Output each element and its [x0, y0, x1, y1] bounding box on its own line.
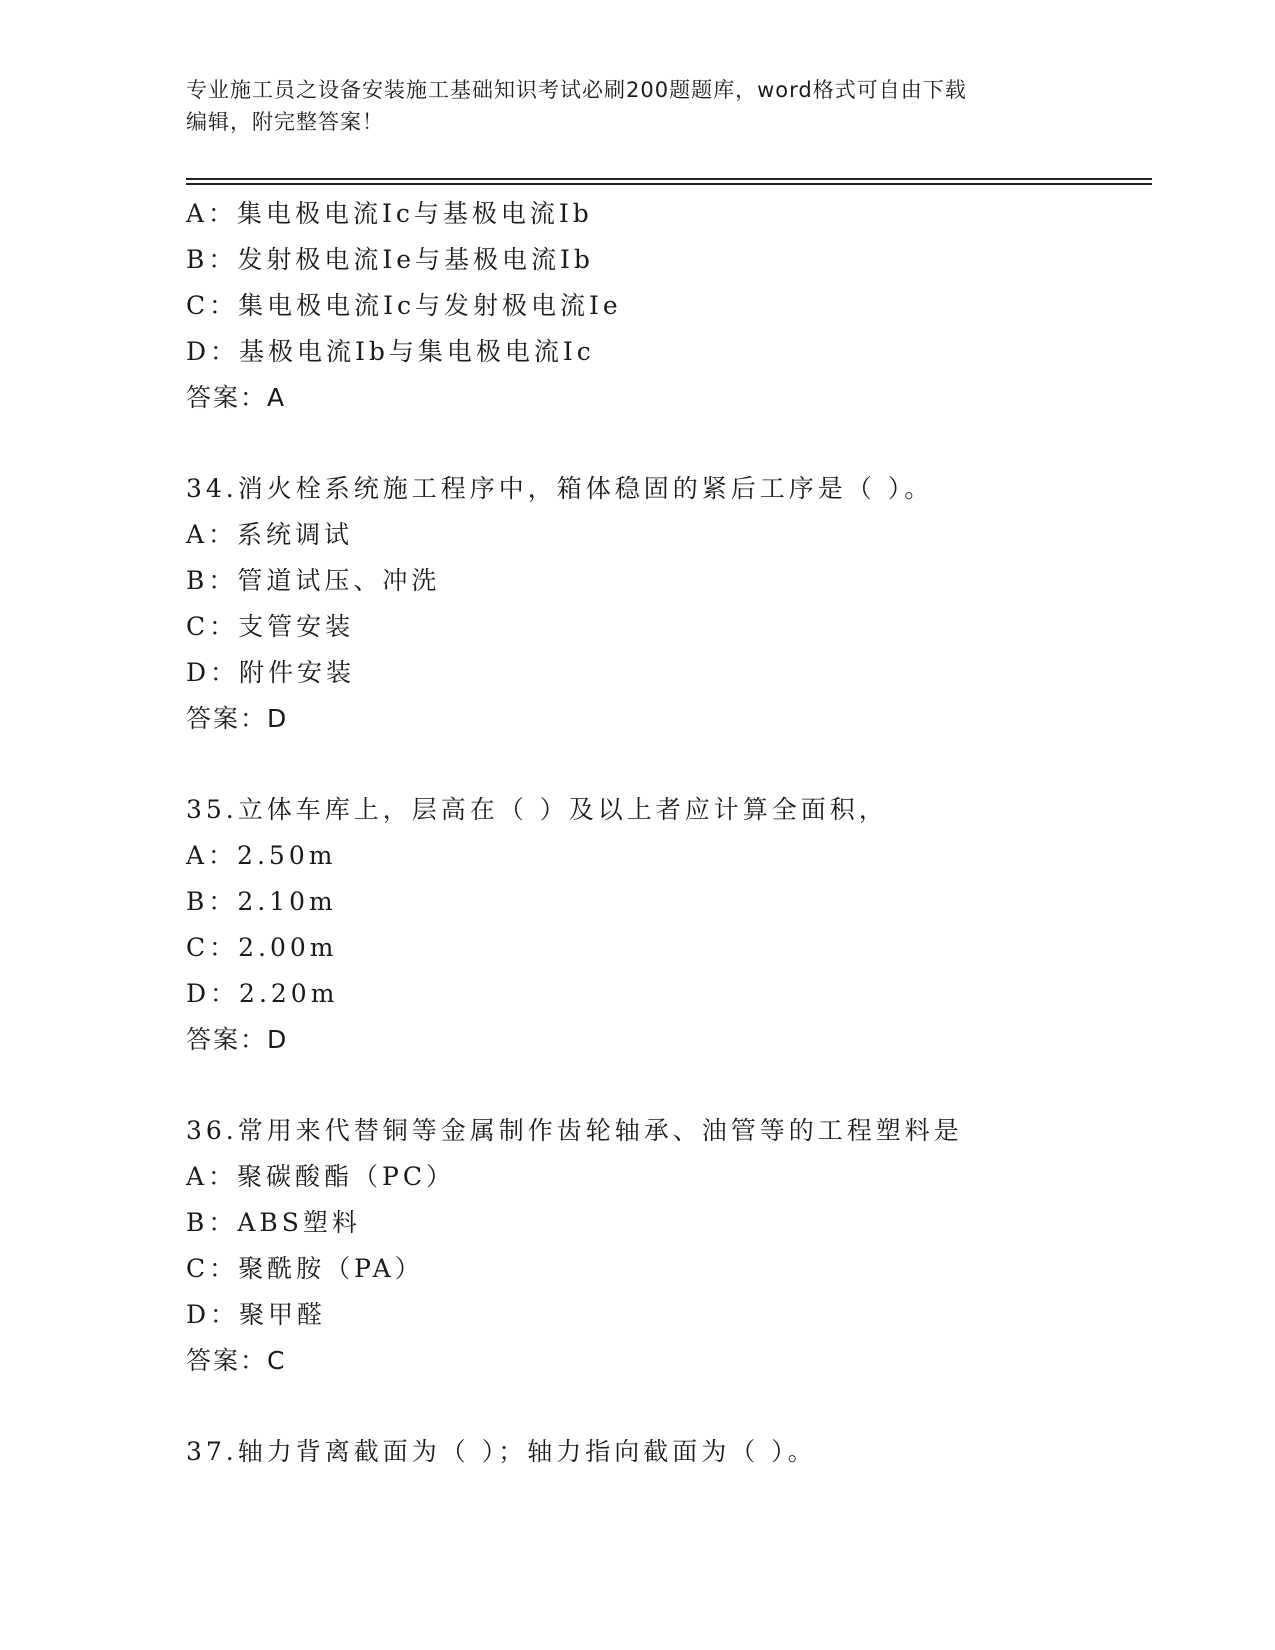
question-list: [186, 191, 1146, 1475]
option-a: A：2.50m: [186, 841, 337, 870]
option-b: B：管道试压、冲洗: [186, 566, 441, 595]
question-text: 37.轴力背离截面为（ ）；轴力指向截面为（ ）。: [186, 1437, 817, 1466]
question-block-36: [186, 1108, 1146, 1384]
option-c: C：集电极电流Ic与发射极电流Ie: [186, 291, 622, 320]
option-b: B：ABS塑料: [186, 1208, 361, 1237]
option-b: B：发射极电流Ie与基极电流Ib: [186, 245, 594, 274]
question-block-33: [186, 191, 1146, 421]
question-text: 35.立体车库上，层高在（ ）及以上者应计算全面积，: [186, 795, 888, 824]
header-line-1: 专业施工员之设备安装施工基础知识考试必刷200题题库，word格式可自由下载: [186, 78, 967, 102]
answer-line: 答案：A: [186, 383, 287, 412]
option-c: C：支管安装: [186, 612, 355, 641]
option-a: A：集电极电流Ic与基极电流Ib: [186, 199, 593, 228]
header-line-2: 编辑，附完整答案！: [186, 110, 384, 134]
option-d: D：附件安装: [186, 658, 356, 687]
header-divider-top: [186, 178, 1152, 180]
document-header: [186, 74, 1086, 138]
header-divider-bottom: [186, 183, 1152, 185]
question-text: 36.常用来代替铜等金属制作齿轮轴承、油管等的工程塑料是: [186, 1116, 963, 1145]
option-a: A：系统调试: [186, 520, 354, 549]
answer-line: 答案：C: [186, 1346, 287, 1375]
question-block-34: [186, 466, 1146, 742]
question-block-37: [186, 1429, 1146, 1475]
option-d: D：2.20m: [186, 979, 339, 1008]
question-block-35: [186, 787, 1146, 1063]
option-a: A：聚碳酸酯（PC）: [186, 1162, 456, 1191]
option-c: C：2.00m: [186, 933, 338, 962]
option-b: B：2.10m: [186, 887, 337, 916]
answer-line: 答案：D: [186, 704, 289, 733]
question-text: 34.消火栓系统施工程序中，箱体稳固的紧后工序是（ ）。: [186, 474, 934, 503]
option-d: D：基极电流Ib与集电极电流Ic: [186, 337, 595, 366]
option-c: C：聚酰胺（PA）: [186, 1254, 424, 1283]
option-d: D：聚甲醛: [186, 1300, 327, 1329]
answer-line: 答案：D: [186, 1025, 289, 1054]
